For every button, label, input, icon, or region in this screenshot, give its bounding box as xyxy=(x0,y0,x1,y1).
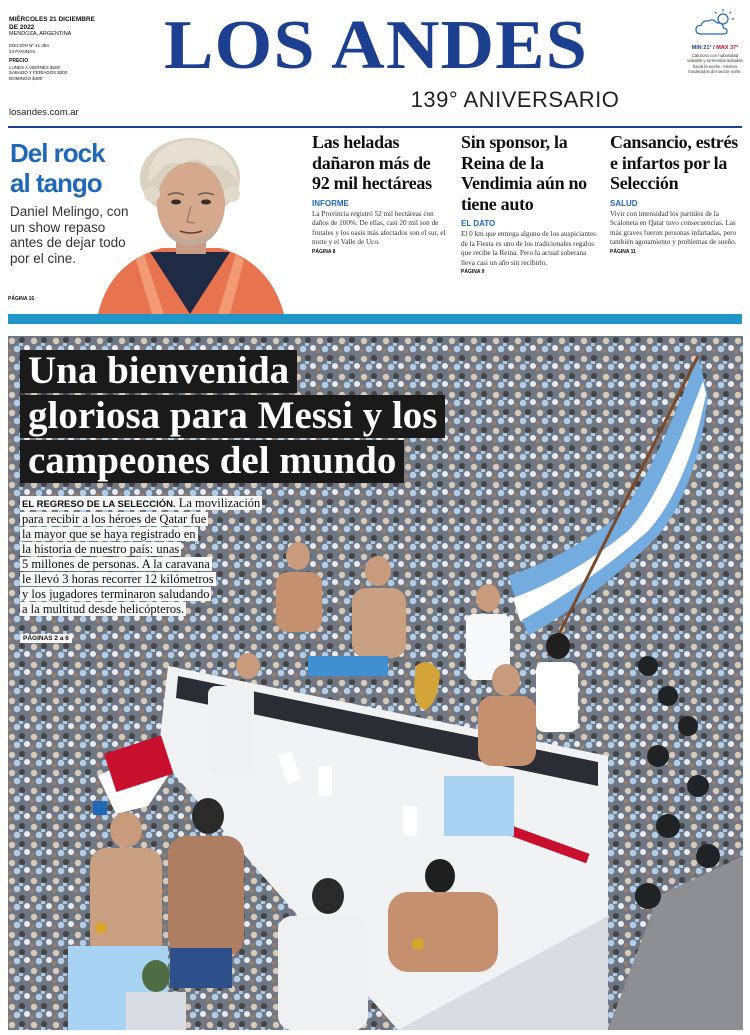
temperature-range: MIN 21° / MAX 37° xyxy=(691,45,739,51)
temp-max: MAX 37° xyxy=(716,45,739,51)
temp-min: MIN 21° xyxy=(691,45,712,51)
feature-title xyxy=(10,138,128,198)
deck-line: la historia de nuestro país: unas xyxy=(22,542,180,556)
anniversary-label: 139° ANIVERSARIO xyxy=(410,87,620,112)
issue-city: MENDOZA, ARGENTINA xyxy=(9,31,72,37)
issue-date: MIÉRCOLES 21 DICIEMBRE DE 2022 xyxy=(9,16,95,31)
partly-cloudy-icon xyxy=(693,8,737,38)
feature-text: Daniel Melingo, con un show repaso antes de dejar todo por el cine. xyxy=(10,204,129,266)
price-block xyxy=(9,58,95,81)
teaser-headline: Las heladas dañaron más de 92 mil hectáreas xyxy=(312,132,432,193)
deck-line: y los jugadores terminaron saludando xyxy=(22,587,210,601)
edition-info xyxy=(9,16,95,81)
deck-line: para recibir a los héroes de Qatar fue xyxy=(22,512,207,526)
newspaper-logo[interactable]: LOS ANDES xyxy=(164,7,588,84)
price-sunday: DOMINGO $400 xyxy=(9,75,43,81)
main-headline[interactable] xyxy=(20,350,445,485)
price-saturday: SÁBADO Y FERIADOS $300 xyxy=(9,70,68,75)
deck-page-ref: PÁGINAS 2 a 6 xyxy=(20,634,72,643)
teaser-salud[interactable] xyxy=(610,132,746,314)
feature-page-ref: PÁGINA 16 xyxy=(8,296,35,302)
teaser-headline: Cansancio, estrés e infartos por la Selección xyxy=(610,132,738,193)
edition-label: EDICIÓN Nº 41.354 xyxy=(9,43,49,48)
teaser-vendimia[interactable] xyxy=(461,132,597,314)
page-count: 24 PÁGINAS xyxy=(9,48,36,54)
weather-forecast: Caluroso con nubosidad variable y tormentas aisladas hacia la noche. Vientos moderados del sector norte. xyxy=(687,53,743,74)
site-url-link[interactable]: losandes.com.ar xyxy=(9,107,79,118)
price-label: PRECIO xyxy=(9,58,29,64)
feature-title-text: Del rock al tango xyxy=(10,138,105,198)
main-deck xyxy=(20,496,295,617)
headline-line: Una bienvenida xyxy=(20,350,297,393)
deck-line: la mayor que se haya registrado en xyxy=(22,527,196,541)
teaser-page-ref: PÁGINA 8 xyxy=(312,248,336,255)
deck-line: a la multitud desde helicópteros. xyxy=(22,602,185,616)
teaser-page-ref: PÁGINA 9 xyxy=(461,269,485,276)
teaser-headline: Sin sponsor, la Reina de la Vendimia aún no tiene auto xyxy=(461,132,587,214)
teaser-body: La Provincia registró 52 mil hectáreas con daños de 100%. De ellas, casi 20 mil son de frutales y los oasis más afectados son el sur, el norte y el Valle de Uco. xyxy=(312,209,446,247)
weather-box xyxy=(684,8,746,74)
deck-line: 5 millones de personas. A la caravana xyxy=(22,557,210,571)
teaser-kicker: INFORME xyxy=(312,198,349,208)
teaser-kicker: EL DATO xyxy=(461,219,496,228)
masthead-divider xyxy=(8,126,742,128)
section-divider-bar xyxy=(8,314,742,324)
deck-kicker: EL REGRESO DE LA SELECCIÓN. xyxy=(22,499,176,510)
teaser-feature[interactable] xyxy=(8,132,290,314)
teaser-body: Vivir con intensidad los partidos de la Scaloneta en Qatar tuvo consecuencias. Las más graves fueron personas infartadas, pero también agotamiento y problemas de sueño. xyxy=(610,209,737,247)
teaser-page-ref: PÁGINA 11 xyxy=(610,248,636,255)
headline-line: campeones del mundo xyxy=(20,440,404,483)
main-story[interactable] xyxy=(8,336,743,1030)
teaser-body: El 0 km que entrega alguno de los auspiciantes de la Fiesta es uno de los tradicionales regalos que recibe la Reina. Pero la actual soberana lleva casi un año sin recibirlo. xyxy=(461,230,596,267)
edition-number xyxy=(9,43,95,54)
masthead xyxy=(0,0,750,128)
teaser-kicker: SALUD xyxy=(610,198,638,208)
teaser-heladas[interactable] xyxy=(312,132,448,314)
price-weekday: LUNES A VIERNES $200 xyxy=(9,64,61,70)
headline-line: gloriosa para Messi y los xyxy=(20,395,445,438)
deck-line: La movilización xyxy=(178,496,261,510)
deck-line: le llevó 3 horas recorrer 12 kilómetros xyxy=(22,572,214,586)
